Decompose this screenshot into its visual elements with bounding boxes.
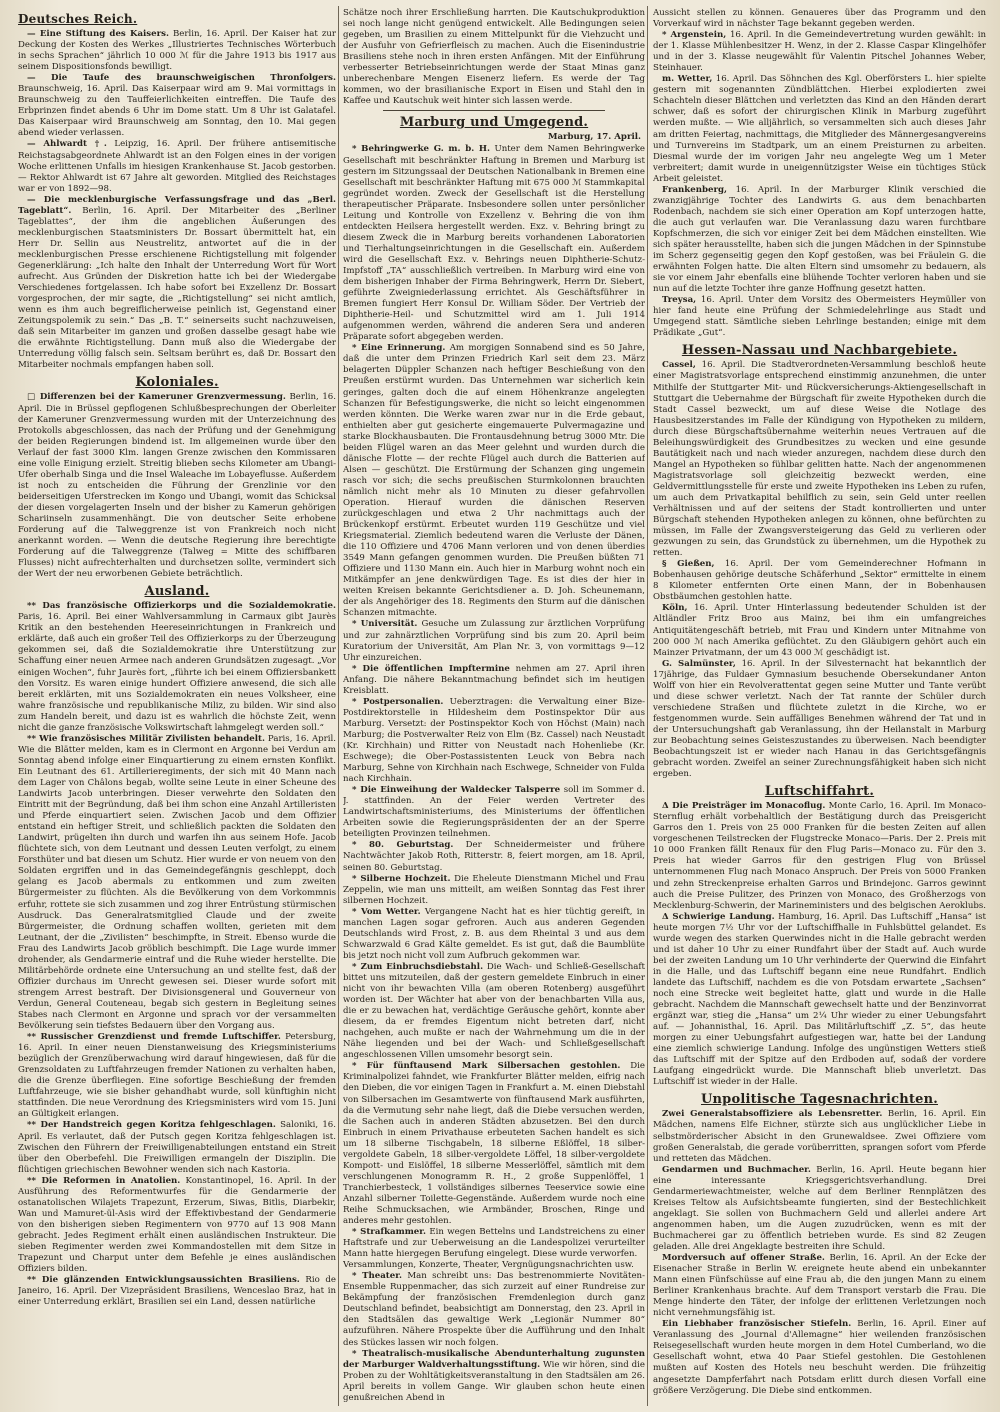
article xyxy=(343,907,645,962)
article xyxy=(18,1032,336,1120)
article-text: 16. April. In die Gemeindevertretung wurden gewählt: in der 1. Klasse Mühlenbesitzer H. Wenz, in der 2. Klasse Caspar Klingelhöfer und in der 3. Klasse neugewählt für Valentin Pitschel Johannes Weber, Steinhauer. xyxy=(653,30,986,74)
article-text: Berlin, 16. April. Einer auf Veranlassung des „Journal d'Allemagne“ hier weilenden französischen Reisegesellschaft wurden heute morgen in dem Hotel Cumberland, wo die Gesellschaft wohnt, etwa 40 Paar Stiefel gestohlen. Die Gestohlenen mußten auf Kosten des Hotels neu beschuht werden. Die frühzeitig angesetzte Dampferfahrt nach Potsdam erlitt durch diesen Vorfall eine größere Verzögerung. Die Diebe sind entkommen. xyxy=(653,1319,986,1396)
article-text: Schätze noch ihrer Erschließung harrten. Die Kautschukproduktion sei noch lange nicht genügend entwickelt. Alle Bedingungen seien gegeben, um Brasilien zu einem Mittelpunkt für die Viehzucht und der Ausfuhr von Gefrierfleisch zu machen. Auch die Eisenindustrie Brasiliens stehe noch in ihren ersten Anfängen. Mit der Einführung verbesserter Betriebseinrichtungen werde der Staat Minas ganz unberechenbare Mengen Eisenerz liefern. Es werde der Tag kommen, wo der brasilianische Export in Eisen und Stahl den in Kaffee und Kautschuk weit hinter sich lassen werde. xyxy=(343,8,645,107)
article-title: Mordversuch auf offener Straße. xyxy=(662,1253,825,1264)
article-continuation xyxy=(653,8,986,30)
article-text: Petersburg, 16. April. In einer neuen Dienstanweisung des Kriegsministeriums bezüglich der Grenzüberwachung wird darauf hingewiesen, daß für die Grenzsoldaten zu Luftfahrzeugen fremder Nationen zu verhalten haben, die die Grenze überfliegen. Eine sofortige Beschießung der fremden Luftfahrzeuge, wie sie bisher gehandhabt wurde, soll künftighin nicht stattfinden. Die neue Verordnung des Kriegsministers wird vom 15. Juni an Gültigkeit erlangen. xyxy=(18,1032,336,1120)
section-header-koloniales: Koloniales. xyxy=(135,375,219,391)
article xyxy=(653,30,986,74)
article-title: ** Das französische Offizierkorps und die Sozialdemokratie. xyxy=(27,601,336,612)
dateline: Marburg, 17. April. xyxy=(547,132,641,143)
article-title: Frankenberg, xyxy=(662,184,727,195)
article xyxy=(18,601,336,734)
article xyxy=(18,1176,336,1275)
article-text: Gesuche um Zulassung zur ärztlichen Vorprüfung und zur zahnärztlichen Vorprüfung sind bis zum 20. April beim Kuratorium der Universität, Am Plan Nr. 3, von vormittags 9—12 Uhr einzureichen. xyxy=(343,619,645,663)
article-text: Die Kriminalpolizei fahndet, wie Frankfurter Blätter melden, eifrig nach den Dieben, die vor einigen Tagen in Frankfurt a. M. einen Diebstahl von Silbersachen im Gesamtwerte von fünftausend Mark ausführten, da die Vermutung sehr nahe liegt, daß die Diebe versuchen werden, die Sachen auch in anderen Städten abzusetzen. Bei den durch Einbruch in einem Privathause erbeuteten Sachen handelt es sich um 18 silberne Tischgabeln, 18 silberne Eßlöffel, 18 silber-vergoldete Gabeln, 18 silber-vergoldete Löffel, 18 silber-vergoldete Kompott- und Eislöffel, 18 silberne Messerlöffel, sämtlich mit dem verschlungenen Monogramm R. H., 2 große Suppenlöffel, 1 Tranchierbesteck, 1 vollständiges silbernes Teeservice sowie eine Anzahl silberner Toilette-Gegenstände. Außerdem wurde noch eine Reihe Schmucksachen, wie Armbänder, Broschen, Ringe und anderes mehr gestohlen. xyxy=(343,1061,645,1227)
article-title: — Ahlwardt †. xyxy=(27,139,107,150)
article xyxy=(653,559,986,603)
article xyxy=(18,195,336,372)
article xyxy=(18,392,336,580)
article xyxy=(18,29,336,73)
article-title: — Die Taufe des braunschweigischen Thronfolgers. xyxy=(27,73,336,84)
article-title: § Gießen, xyxy=(662,559,715,570)
article xyxy=(343,144,645,343)
article xyxy=(18,139,336,194)
article-title: G. Salmünster, xyxy=(662,658,736,669)
article-text: 16. April. Unter dem Vorsitz des Obermeisters Heymüller von hier fand heute eine Prüfung der Schmiedelehrlinge aus Stadt und Umgegend statt. Sämtliche sieben Lehrlinge bestanden; einige mit dem Prädikate „Gut“. xyxy=(653,295,986,339)
article xyxy=(653,659,986,781)
article-title: Δ Die Preisträger im Monacoflug. xyxy=(662,801,826,812)
article-text: 16. April. Der vom Gemeinderechner Hofmann in Bobenhausen gehörige deutsche Schäferhund „Sektor“ ermittelte in einem 8 Kilometer entfernten Orte einen Mann, der in Bobenhausen Obstbäumchen gestohlen hatte. xyxy=(653,559,986,603)
column-divider xyxy=(647,6,648,1406)
article xyxy=(343,1061,645,1227)
article xyxy=(653,603,986,658)
article-title: * Die Einweihung der Waldecker Talsperre xyxy=(352,785,561,796)
article-title: Zwei Generalstabsoffiziere als Lebensretter. xyxy=(662,1109,883,1120)
article-text: Saloniki, 16. April. Es verlautet, daß der Putsch gegen Koritza fehlgeschlagen ist. Zwischen den Führern der Freiwilligenabteilungen entstand ein Streit über den Oberbefehl. Die Freiwilligen ermangeln der Disziplin. Die flüchtigen griechischen Bewohner wenden sich nach Kastoria. xyxy=(18,1120,336,1175)
article xyxy=(343,619,645,663)
article-title: * Die öffentlichen Impftermine xyxy=(352,663,510,674)
article-text: Berlin, 16. April. An der Ecke der Eisenacher Straße in Berlin W. ereignete heute abend ein unbekannter Mann einen Fünfschüsse auf eine Frau ab, die den jungen Mann zu einem Berliner Krankenhaus brachte. Auf dem Transport verstarb die Frau. Die Menge hinderte den Täter, der infolge der erlittenen Verletzungen noch nicht vernehmungsfähig ist. xyxy=(653,1253,986,1319)
article-title: * Für fünftausend Mark Silbersachen gestohlen. xyxy=(352,1061,621,1072)
article-text: Die Eheleute Dienstmann Michel und Frau Zeppelin, wie man uns mitteilt, am weißen Sonntag das Fest ihrer silbernen Hochzeit. xyxy=(343,873,645,906)
article-text: Aussicht stellen zu können. Genaueres über das Programm und den Vorverkauf wird in nächster Tage bekannt gegeben werden. xyxy=(653,8,986,30)
article-text: Paris, 16. April. Bei einer Wahlversammlung in Carmaux gibt Jaurès Kritik an den bestehenden Heereseinrichtungen in Frankreich und erklärte, daß auch ein großer Teil des Offizierkorps zu der Überzeugung gekommen sei, daß die Sozialdemokratie ihre Unterstützung zur Schaffung einer neuen Armee nach anderen Grundsätzen zugesagt. „Vor einigen Wochen“, fuhr Jaurès fort, „führte ich bei einem Offiziersbankett den Vorsitz. Es waren einige hundert Offiziere anwesend, die sich alle bereit erklärten, mit uns Sozialdemokraten ein neues Volksheer, eine wahre französische und republikanische Miliz, zu bilden. Wir sind also zum Handeln bereit, und dazu ist es wahrlich die höchste Zeit, wenn nicht die ganze französische Volkswirtschaft lahmgelegt werden soll.“ xyxy=(18,612,336,733)
section-header-hessen-nassau: Hessen-Nassau und Nachbargebiete. xyxy=(681,343,958,359)
article-text: Die Wach- und Schließ-Gesellschaft bittet uns mitzuteilen, daß der gestern gemeldete Einbruch in einer nicht von ihr bewachten Villa (am oberen Rotenberg) ausgeführt worden ist. Der Wächter hat aber von der benachbarten Villa aus, die er zu bewachen hat, verdächtige Geräusche gehört, konnte aber diesem, da er fremdes Eigentum nicht betreten darf, nicht nachgehen, auch mußte er nach der Wahrnehmung um die in der Nähe liegenden und bei der Wach- und Schließgesellschaft angeschlossenen Villen umsomehr besorgt sein. xyxy=(343,961,645,1061)
article xyxy=(653,801,986,911)
article xyxy=(343,664,645,697)
article-text: Ein wegen Bettelns und Landstreichens zu einer Haftstrafe und zur Ueberweisung an die Landespolizei verurteilter Mann hatte hiergegen Berufung eingelegt. Diese wurde verworfen. xyxy=(343,1227,645,1260)
article-title: * Strafkammer. xyxy=(352,1227,426,1238)
article-continuation xyxy=(343,8,645,107)
article xyxy=(18,1275,336,1308)
section-header-deutsches-reich: Deutsches Reich. xyxy=(18,12,138,26)
article-title: * Postpersonalien. xyxy=(352,696,444,707)
article-text: 16. April. Das Söhnchen des Kgl. Oberförsters L. hier spielte gestern mit sogenannten Zündblättchen. Hierbei explodierten zwei Schachteln dieser Blättchen und verletzten das Kind an den Händen derart schwer, daß es sofort der chirurgischen Klinik in Marburg zugeführt werden mußte. — Wie alljährlich, so versammelten sich auch dieses Jahr am dritten Feiertag, nachmittags, die Mitglieder des Männergesangvereins und Turnvereins im Stadtpark, um an einem Preisturnen zu arbeiten. Diesmal wurde der im vorigen Jahr neu angelegte Weg um 1 Meter verbreitert; damit wurde in uneigennützigster Weise ein tüchtiges Stück Arbeit geleistet. xyxy=(653,74,986,184)
article-text: 16. April. Unter Hinterlassung bedeutender Schulden ist der Altländler Fritz Broo aus Mainz, bei ihm ein umfangreiches Antiquitätengeschäft betrieb, mit Frau und Kindern unter Mitnahme von 200 000 ℳ nach Amerika geflüchtet. Zu den Gläubigern gehört auch ein Mainzer Privatmann, der um 43 000 ℳ geschädigt ist. xyxy=(653,603,986,658)
article-text: Rio de Janeiro, 16. April. Der Vizepräsident Brasiliens, Wenceslao Braz, hat in einer Unterredung erklärt, Brasilien sei ein Land, dessen natürliche xyxy=(18,1275,336,1308)
article xyxy=(653,1165,986,1253)
article xyxy=(343,1227,645,1260)
section-header-ausland: Ausland. xyxy=(144,584,210,600)
article-title: * Universität. xyxy=(352,619,418,630)
article-title: ** Die glänzenden Entwicklungsaussichten Brasiliens. xyxy=(27,1275,300,1286)
article xyxy=(343,785,645,840)
article-text: 16. April. In der Marburger Klinik verschied die zwanzigjährige Tochter des Landwirts G. aus dem benachbarten Rodenbach, nachdem sie sich einer Operation am Kopf unterzogen hatte, die auch gut verlaufen war. Die Veranlassung dazu waren furchtbare Kopfschmerzen, die sich vor einiger Zeit bei dem Mädchen einstellten. Wie sich später herausstellte, haben sich die jungen Mädchen in der Spinnstube im Scherz gegenseitig gegen den Kopf gestoßen, was bei Fräulein G. die erwähnten Folgen hatte. Die alten Eltern sind umsomehr zu bedauern, als sie vor einem Jahr ebenfalls eine blühende Tochter verloren haben und sie nun auf die letzte Tochter ihre ganze Hoffnung gesetzt hatten. xyxy=(653,184,986,295)
column-divider xyxy=(338,6,339,1406)
article-text: Vergangene Nacht hat es hier tüchtig gereift, in manchen Lagen sogar gefroren. Auch aus anderen Gegenden Deutschlands wird Frost, z. B. aus dem Rheintal 3 und aus dem Schwarzwald 6 Grad Kälte gemeldet. Es ist gut, daß die Baumblüte bis jetzt noch nicht voll zum Aufbruch gekommen war. xyxy=(343,906,645,961)
article-title: ** Russischer Grenzdienst und fremde Luftschiffer. xyxy=(27,1032,281,1043)
article-title: — Die mecklenburgische Verfassungsfrage und das „Berl. Tageblatt“. xyxy=(18,194,336,216)
article-title: * Argenstein, xyxy=(662,30,727,41)
article xyxy=(653,360,986,559)
article-title: * 80. Geburtstag. xyxy=(352,840,454,851)
article-text: Der Schneidermeister und frühere Nachtwächter Jakob Roth, Ritterstr. 8, feiert morgen, am 18. April, seinen 80. Geburtstag. xyxy=(343,840,645,873)
article-title: * Eine Erinnerung. xyxy=(352,343,446,354)
article-text: Am morgigen Sonnabend sind es 50 Jahre, daß die unter dem Prinzen Friedrich Karl seit dem 23. März belagerten Düppler Schanzen nach heftiger Beschießung von den Preußen erstürmt wurden. Das Unternehmen war sicherlich kein geringes, galten doch die auf einem Höhenkranze angelegten Schanzen für Befestigungswerke, die nicht so leicht eingenommen werden könnten. Die Werke waren zwar nur in die Erde gebaut, enthielten aber gut gesicherte eingemauerte Pulvermagazine und starke Blockhausbauten. Die Frontausdehnung betrug 3000 Mtr. Die beiden Flügel waren an das Meer gelehnt und wurden durch die dänische Flotte — der rechte Flügel auch durch die Batterien auf Alsen — geschützt. Die Erstürmung der Schanzen ging ungemein rasch vor sich; die sechs preußischen Sturmkolonnen brauchten nämlich nicht mehr als 10 Minuten zu dieser gefahrvollen Operation. Hierauf wurden die dänischen Reserven zurückgeschlagen und etwa 2 Uhr nachmittags auch der Brückenkopf erstürmt. Erbeutet wurden 119 Geschütze und viel Kriegsmaterial. Ziemlich bedeutend waren die Verluste der Dänen, die 110 Offiziere und 4706 Mann verloren und von denen überdies 3549 Mann gefangen genommen wurden. Die Preußen büßten 71 Offiziere und 1130 Mann ein. Auch hier in Marburg wohnt noch ein Mitkämpfer an jene denkwürdigen Tage. Es ist dies der hier in weiten Kreisen bekannte Gerichtsdiener a. D. Joh. Scheunemann, der als Angehöriger des 18. Regiments den Sturm auf die dänischen Schanzen mitmachte. xyxy=(343,343,645,619)
column-right xyxy=(653,8,986,1408)
article-text: Konstantinopel, 16. April. In der Ausführung des Reformentwurfes für die Gendarmerie der ostanatolischen Wilajets Trapezunt, Erzerum, Siwas, Bitlis, Diarbekir, Wan und Mamuret-ül-Asis wird der Effektivbestand der Gendarmerie von den bisherigen sieben Regimentern von 9770 auf 13 908 Mann gebracht. Jedes Regiment erhält einen ausländischen Instrukteur. Die sieben Regimenter werden zwei Kommandostellen mit dem Sitze in Trapezunt und Charput unter dem Befehle je eines ausländischen Offiziers bilden. xyxy=(18,1175,336,1275)
article-title: * Theatralisch-musikalische Abendunterhaltung zugunsten der Marburger Waldverhaltungsstiftung. xyxy=(343,1348,645,1370)
article-title: Treysa, xyxy=(662,295,697,306)
article-text: Wie wir hören, sind die Proben zu der Wohltätigkeitsveranstaltung in den Stadtsälen am 26. April bereits in vollem Gange. Wir glauben schon heute einen genußreichen Abend in xyxy=(343,1359,645,1403)
article-text: 16. April. In der Silvesternacht hat bekanntlich der 17jährige, das Fuldaer Gymnasium besuchende Obersekundaner Anton Wolff von hier ein Revolverattentat gegen seine Mutter und Tante verübt und diese schwer verletzt. Nach der Tat rannte der Schüler durch verschiedene Straßen und flüchtete zuletzt in die Kirche, wo er festgenommen wurde. Sein auffälliges Benehmen während der Tat und in der Untersuchungshaft gab Veranlassung, ihn der Heilanstalt in Marburg zur Beobachtung seines Geisteszustandes zu überweisen. Nach beendigter Beobachtungszeit ist er wieder nach Hanau in das Gerichtsgefängnis gebracht worden. Zweifel an seiner Zurechnungsfähigkeit haben sich nicht ergeben. xyxy=(653,658,986,780)
article-text: Braunschweig, 16. April. Das Kaiserpaar wird am 9. Mai vormittags in Braunschweig zu den Tauffeierlichkeiten eintreffen. Die Taufe des Erbprinzen findet abends 6 Uhr im Dome statt. Um 8 Uhr ist Galatafel. Das Kaiserpaar wird Braunschweig am Sonntag, den 10. Mai gegen abend wieder verlassen. xyxy=(18,84,336,139)
article-title: ** Die Reformen in Anatolien. xyxy=(27,1175,181,1186)
article-title: * Zum Einbruchsdiebstahl. xyxy=(352,961,484,972)
article xyxy=(343,874,645,907)
article xyxy=(653,1253,986,1319)
article-title: □ Differenzen bei der Kameruner Grenzvermessung. xyxy=(27,392,286,403)
article xyxy=(343,840,645,873)
article-title: Cassel, xyxy=(662,360,696,371)
article xyxy=(343,697,645,785)
article xyxy=(653,74,986,184)
article-text: Leipzig, 16. April. Der frühere antisemitische Reichstagsabgeordnete Ahlwardt ist an den Folgen eines in der vorigen Woche erlittenen Unfalls im hiesigen Krankenhause St. Jacob gestorben. — Rektor Ahlwardt ist 67 Jahre alt geworden. Mitglied des Reichstages war er von 1892—98. xyxy=(18,139,336,194)
divider xyxy=(383,110,605,111)
article-title: Δ Schwierige Landung. xyxy=(662,911,775,922)
article xyxy=(343,1271,645,1348)
column-left xyxy=(18,8,336,1408)
article xyxy=(653,1109,986,1164)
article xyxy=(343,962,645,1061)
article-text: Paris, 16. April. Wie die Blätter melden, kam es in Clermont en Argonne bei Verdun am Sonntag abend infolge einer Einquartierung zu einem ernsten Konflikt. Ein Leutnant des 61. Artillerieregiments, der sich mit 40 Mann nach dem Lager von Châlons begab, wollte seine Leute in einer Scheune des Landwirts Jacob unterbringen. Dieser verwehrte den Soldaten den Eintritt mit der Begründung, daß bei ihm schon eine Anzahl Artilleristen und Pferde einquartiert seien. Zwischen Jacob und dem Offizier entstand ein heftiger Streit, und schließlich packten die Soldaten den Landwirt, prügelten ihn durch und warfen ihn aus seinem Hofe. Jacob flüchtete sich, von dem Leutnant und dessen Leuten verfolgt, zu einem Forsthüter und bat diesen um Schutz. Hier wurde er von neuem von den Soldaten ergriffen und in das Gemeindegefängnis geschleppt, doch gelang es Jacob abermals zu entkommen und zum zweiten Bürgermeister zu flüchten. Als die Bevölkerung von dem Vorkommnis erfuhr, rottete sie sich zusammen und zog ihrer Entrüstung stürmischen Ausdruck. Das Generalratsmitglied Claude und der zweite Bürgermeister, die Ordnung schaffen wollten, gerieten mit dem Leutnant, der die „Zivilisten“ beschimpfte, in Streit. Ebenso wurde die Frau des Landwirts Jacob gröblich beschimpft. Die Lage wurde immer drohender, als Gendarmerie eintraf und die Ruhe wieder herstellte. Die Militärbehörde ordnete eine Untersuchung an und stellte fest, daß der Offizier durchaus im Unrecht gewesen sei. Dieser wurde sofort mit strengem Arrest bestraft. Der Divisionsgeneral und Gouverneur von Verdun, General Couteneau, begab sich gestern in Begleitung seines Stabes nach Clermont en Argonne und sprach vor der versammelten Bevölkerung sein tiefstes Bedauern über den Vorgang aus. xyxy=(18,733,336,1032)
article-text: Ueberztragen: die Verwaltung einer Bize-Postdirektorstelle in Hildesheim dem Postinspektor Dür aus Marburg. Versetzt: der Postinspektor Koch von Höchst (Main) nach Marburg; die Postverwalter Reiz von Elm (Bz. Cassel) nach Neustadt (Kr. Kirchhain) und Ritter von Neustadt nach Hohenliebe (Kr. Eschwege); die Ober-Postassistenten Leuck von Bebra nach Marburg, Sehne von Kirchhain nach Eschwege, Schneider von Fulda nach Kirchhain. xyxy=(343,696,645,785)
article-title: m. Wetter, xyxy=(662,74,713,85)
article-text: Versammlungen, Konzerte, Theater, Vergnügungsnachrichten usw. xyxy=(343,1260,634,1271)
article-title: * Theater. xyxy=(352,1271,402,1282)
article xyxy=(18,734,336,1032)
article-text: Berlin, 16. April. Der Kaiser hat zur Deckung der Kosten des Werkes „Illustriertes Technisches Wörterbuch in sechs Sprachen“ jährlich 10 000 ℳ für die Jahre 1913 bis 1917 aus seinem Dispositionsfonds bewilligt. xyxy=(18,29,336,73)
article-text: Berlin, 16. April. Die in Brüssel gepflogenen Schlußbesprechungen der Oberleiter der Kameruner Grenzvermessung wurden mit der Unterzeichnung des Protokolls abgeschlossen, das nach der Prüfung und der Genehmigung der beiden Regierungen bindend ist. Im allgemeinen wurde über den Verlauf der fast 3000 Klm. langen Grenze zwischen den Kommissaren eine volle Einigung erzielt. Streitig blieben sechs Kilometer am Ubangi-Ufer oberhalb Singa und die Insel Waleache im Lobayeflusse. Außerdem ist noch zu entscheiden die Führung der Grenzlinie vor den beiderseitigen Uferstrecken im Kongo und Ubangi, womit das Schicksal der diesen vorgelagerten Inseln und der bisher zu Kamerun gehörigen Schariinseln zusammenhängt. Die von deutscher Seite erhobene Forderung auf die Talweggrenze ist von Frankreich noch nicht anerkannt worden. — Wenn die deutsche Regierung ihre berechtigte Forderung auf die Talweggrenze (Talweg = Mitte des schiffbaren Flusses) nicht aufrechterhalten und durchsetzen sollte, vermindert sich der Wert der neu erworbenen Gebiete beträchtlich. xyxy=(18,392,336,580)
article xyxy=(343,1349,645,1404)
article-text: 16. April. Die Stadtverordneten-Versammlung beschloß heute einer Magistratsvorlage entsprechend einstimmig anzunehmen, die unter Mithilfe der Stuttgarter Mit- und Rückversicherungs-Aktiengesellschaft in Stuttgart die Uebernahme der Bürgschaft für zweite Hypotheken durch die Stadt Cassel bezweckt, um auf diese Weise die Notlage des Hausbesitzerstandes im Falle der Kündigung von Hypotheken zu mildern, durch diese Bürgschaftsübernahme weiterhin neues Vertrauen auf die Beleihungswürdigkeit des Grundbesitzes zu wecken und eine gesunde Bautätigkeit nach und nach wieder anzuregen, nachdem diese durch den Mangel an Hypotheken so fühlbar gelitten hatte. Nach der angenommenen Magistratsvorlage soll gleichzeitig bezweckt werden, eine Geldvermittlungsstelle für erste und zweite Hypotheken ins Leben zu rufen, um auch dem Privatkapital behilflich zu sein, sein Geld unter reellen Verhältnissen und auf der seitens der Stadt kontrollierten und unter Bürgschaft stehenden Hypotheken anlegen zu können, ohne befürchten zu müssen, im Falle der Zwangsversteigerung das Geld zu verlieren oder gezwungen zu sein, das Grundstück zu übernehmen, um die Hypothek zu retten. xyxy=(653,360,986,559)
article-text: Berlin, 16. April. Der Mitarbeiter des „Berliner Tageblattes“, der ihm die angeblichen Äußerungen des mecklenburgischen Staatsministers Dr. Bossart übermittelt hat, ein Herr Dr. Sellin aus Neustrelitz, antwortet auf die in der mecklenburgischen Presse erschienene Richtigstellung mit folgender Gegenerklärung: „Ich halte den Inhalt der Unterredung Wort für Wort aufrecht. Aus Gründen der Diskretion hatte ich bei der Wiedergabe Verschiedenes fortgelassen. Ich habe sofort bei Exzellenz Dr. Bossart vorgesprochen, der mir sagte, die „Richtigstellung“ sei nicht amtlich, wenn es ihm auch begreiflicherweise peinlich ist, Gegenstand einer Zeitungspolemik zu sein.“ Das „B. T.“ seinerseits sucht nachzuweisen, daß sein Mitarbeiter im ganzen und großen dasselbe gesagt habe wie die erwähnte Richtigstellung. Dann muß also die Wiedergabe der Unterredung völlig falsch sein. Seltsam berührt es, daß Dr. Bossart den Mitarbeiter nochmals empfangen haben soll. xyxy=(18,205,336,371)
article-title: Köln, xyxy=(662,603,688,614)
article-title: ** Wie französisches Militär Zivilisten behandelt. xyxy=(27,733,265,744)
article-title: Gendarmen und Buchmacher. xyxy=(662,1164,811,1175)
article-title: — Eine Stiftung des Kaisers. xyxy=(27,29,169,39)
article-text: soll im Sommer d. J. stattfinden. An der Feier werden Vertreter des Landwirtschaftsministeriums, des Ministeriums der öffentlichen Arbeiten sowie die Regierungspräsidenten der an der Sperre beteiligten Provinzen teilnehmen. xyxy=(343,785,645,840)
column-middle xyxy=(343,8,645,1408)
article-title: Ein Liebhaber französischer Stiefeln. xyxy=(662,1319,852,1330)
section-header-unpolitische-tagesnachrichten: Unpolitische Tagesnachrichten. xyxy=(700,1092,939,1108)
article-title: * Behringwerke G. m. b. H. xyxy=(352,144,491,155)
section-header-marburg: Marburg und Umgegend. xyxy=(399,115,589,131)
article-text: Berlin, 16. April. Ein Mädchen, namens Elfe Eichner, stürzte sich aus unglücklicher Liebe in selbstmörderischer Absicht in den Grunewaldsee. Zwei Offiziere vom großen Generalstab, die gerade vorüberritten, sprangen sofort vom Pferde und retteten das Mädchen. xyxy=(653,1109,986,1164)
article xyxy=(653,912,986,1089)
article-title: * Vom Wetter. xyxy=(352,906,421,917)
section-subheading xyxy=(343,1260,645,1271)
section-header-luftschiffahrt: Luftschiffahrt. xyxy=(764,784,875,800)
article xyxy=(653,295,986,339)
article-text: Berlin, 16. April. Heute begann hier eine interessante Kriegsgerichtsverhandlung. Drei Gendarmeriewachtmeister, welche auf dem Berliner Rennplätzen des Kreises Teltow als Aufsichtsbeamte fungierten, sind der Bestechlichkeit angeklagt. Sie sollen von Buchmachern Geld und allerlei andere Art angenommen haben, um die Augen zuzudrücken, wenn es mit der Buchmacherei gar zu öffentlich betrieben wurde. Es sind 82 Zeugen geladen. Alle drei Angeklagte bestreiten ihre Schuld. xyxy=(653,1164,986,1252)
article xyxy=(653,185,986,295)
article xyxy=(343,343,645,619)
article-text: Hamburg, 16. April. Das Luftschiff „Hansa“ ist heute morgen 7½ Uhr vor der Luftschiffhalle in Fuhlsbüttel gelandet. Es wurde wegen des starken Querwindes nicht in die Halle gebracht werden und ist daher 10 Uhr zu einer Rundfahrt über der Stadt auf. Auch wurde bei der zweiten Landung um 10 Uhr verhinderte der Querwind die Einfahrt in die Halle, und das Luftschiff begann eine neue Rundfahrt. Endlich landete das Luftschiff, nachdem es die von Potsdam erwartete „Sachsen“ noch eine Strecke weit begleitet hatte, glatt und wurde in die Halle gebracht. Nachdem die Mannschaft gewechselt hatte und der Benzinvorrat ergänzt war, stieg die „Hansa“ um 2¼ Uhr wieder zu einer Uebungsfahrt auf. — Johannisthal, 16. April. Das Militärluftschiff „Z. 5“, das heute morgen zu einer Uebungsfahrt aufgestiegen war, hatte bei der Landung eine ziemlich schwierige Landung. Infolge des ungünstigen Wetters stieß das Luftschiff mit der Spitze auf den Erdboden auf, sodaß der vordere Laufgang eingedrückt wurde. Die Mannschaft blieb unverletzt. Das Luftschiff ist wieder in der Halle. xyxy=(653,911,986,1088)
article xyxy=(18,1120,336,1175)
article-text: Unter dem Namen Behringwerke Gesellschaft mit beschränkter Haftung in Bremen und Marburg ist gestern im Sitzungssaal der Deutschen Nationalbank in Bremen eine Gesellschaft mit beschränkter Haftung mit 675 000 ℳ Stammkapital gegründet worden. Zweck der Gesellschaft ist die Herstellung therapeutischer Präparate. Insbesondere sollen unter persönlicher Leitung und Kontrolle von Exzellenz v. Behring die von ihm entdeckten Heilsera hergestellt werden. Exz. v. Behring bringt zu diesem Zweck die in Marburg bereits vorhandenen Laboratorien und Tierhaltungseinrichtungen in die Gesellschaft ein. Außerdem wird die Gesellschaft Exz. v. Behrings neuen Diphtherie-Schutz-Impfstoff „TA“ ausschließlich vertreiben. In Marburg wird eine von dem bisherigen Inhaber der Firma Behringwerk, Herrn Dr. Siebert, geführte Zweigniederlassung errichtet. Als Geschäftsführer in Bremen fungiert Herr Konsul Dr. William Söder. Der Vertrieb der Diphtherie-Heil- und Schutzmittel wird am 1. Juli 1914 aufgenommen werden, während die anderen Sera und anderen Präparate sofort abgegeben werden. xyxy=(343,144,645,343)
article xyxy=(18,73,336,139)
article-text: nehmen am 27. April ihren Anfang. Die nähere Bekanntmachung befindet sich im heutigen Kreisblatt. xyxy=(343,663,645,696)
article-text: Man schreibt uns: Das bestrenommierte Novitäten-Ensemble Ruppenmacher, das sich zurzeit auf einer Rundreise zur Bekämpfung der französischen Fremdenlegion durch ganz Deutschland befindet, beabsichtigt am Donnerstag, den 23. April in den Stadtsälen das gewaltige Werk „Legionär Nummer 80“ aufzuführen. Nähere Prospekte über die Aufführung und den Inhalt des Stückes lassen wir noch folgen. xyxy=(343,1271,645,1348)
article xyxy=(653,1319,986,1396)
article-text: Monte Carlo, 16. April. Im Monaco-Sternflug erhält vorbehaltlich der Bestätigung durch das Preisgericht Garros den 1. Preis von 25 000 Franken für die besten Zeiten auf allen vorgeschenen Teilstrecken der Flugstrecke Monaco—Paris. Der 2. Preis mit 10 000 Franken fällt Renaux für den Flug Paris—Monaco zu. Für den 3. Preis hat wieder Garros für den gestrigen Flug von Brüssel unternommenen Flug nach Monaco Anspruch. Der Preis von 5000 Franken und zehn Streckenpreise erhalten Garros und Brindejonc. Garros gewinnt auch die Preise Pulitzer, des Prinzen von Monaco, des Großherzogs von Mecklenburg-Schwerin, der Marineministers und des belgischen Aeroklubs. xyxy=(653,801,986,911)
article-title: * Silberne Hochzeit. xyxy=(352,873,451,884)
article-title: ** Der Handstreich gegen Koritza fehlgeschlagen. xyxy=(27,1120,276,1131)
